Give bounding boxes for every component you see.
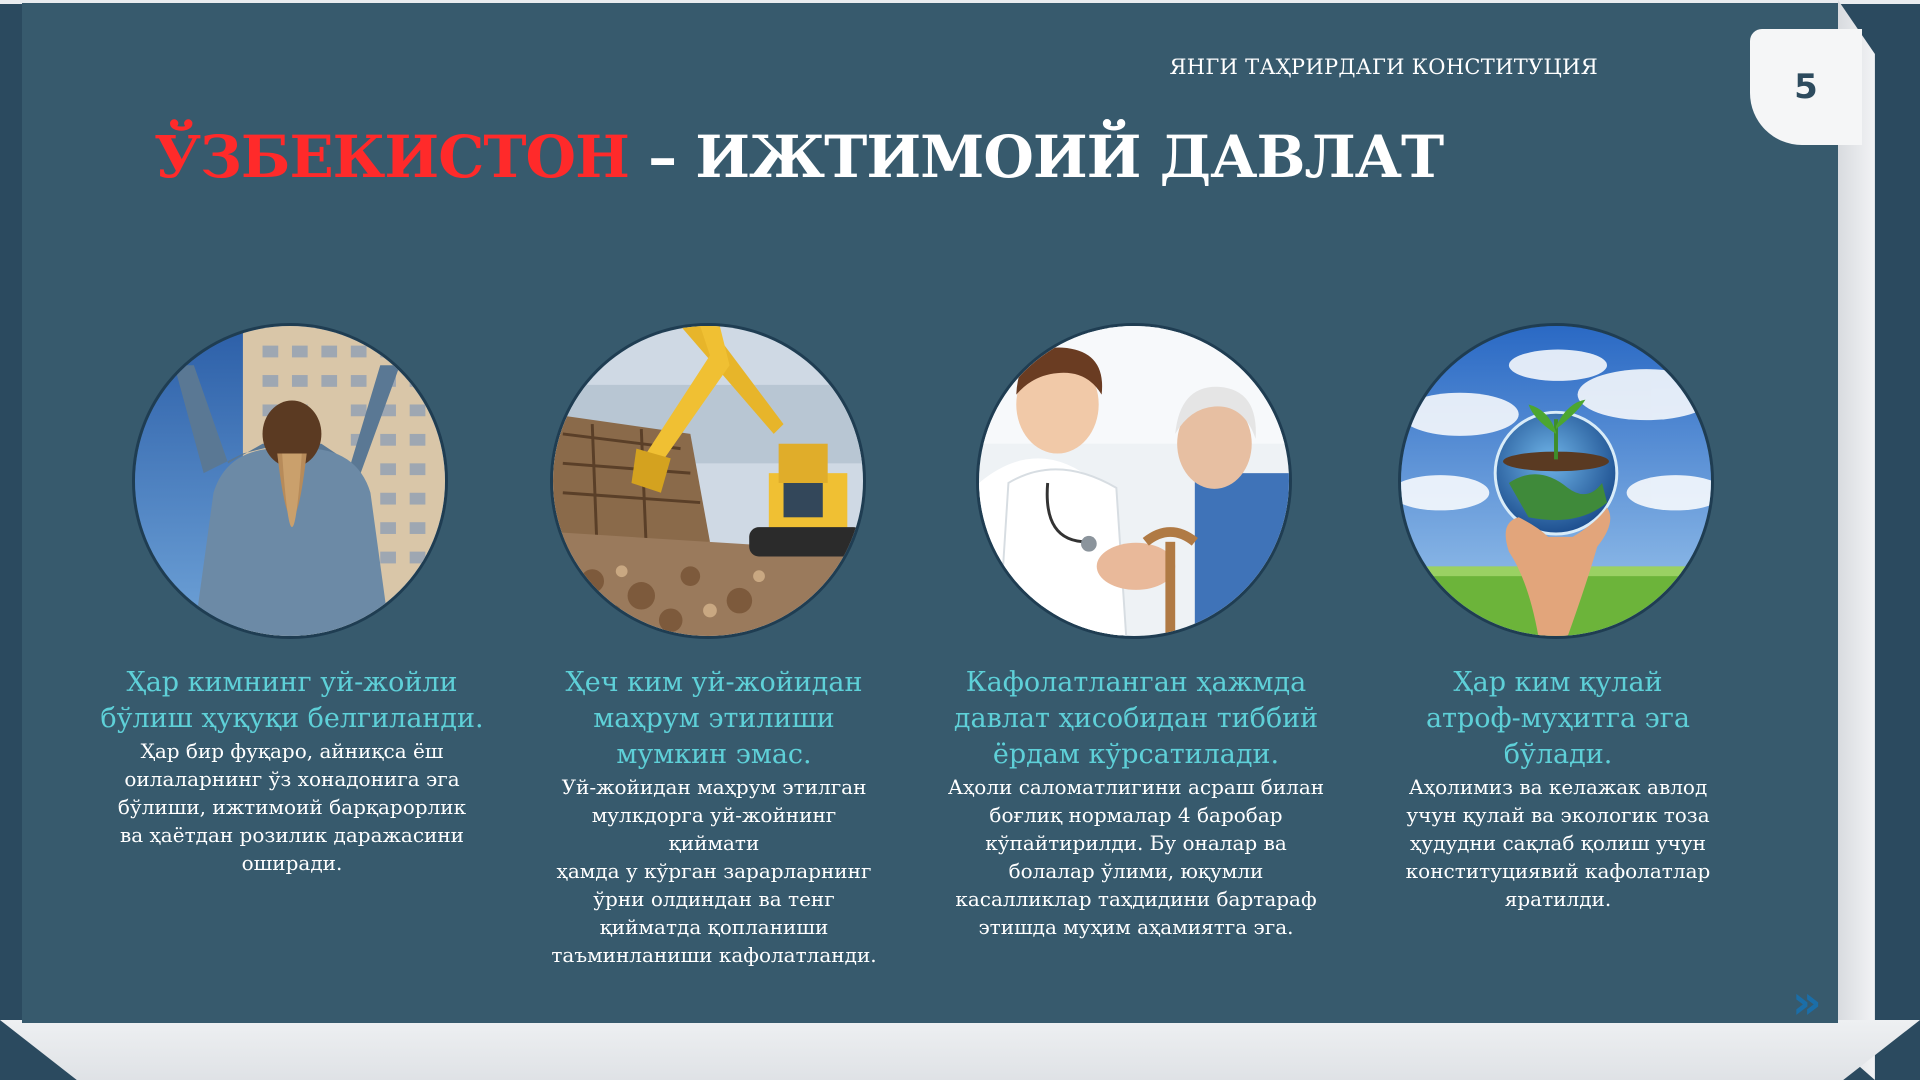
environment-body: Аҳолимиз ва келажак авлод учун қулай ва экологик тоза ҳудудни сақлаб қолиш учун конституциявий кафолатлар яратилди.: [1405, 775, 1711, 911]
housing-right-column: [82, 665, 502, 877]
slide: [22, 3, 1838, 1029]
header-label: ЯНГИ ТАҲРИРДАГИ КОНСТИТУЦИЯ: [1169, 55, 1598, 79]
housing-protection-body: Уй-жойидан маҳрум этилган мулкдорга уй-жойнинг қиймати ҳамда у кўрган зарарларнинг ўрни олдиндан ва тенг қийматда қопланиши таъминланиши кафолатланди.: [551, 775, 877, 967]
environment-column: [1348, 665, 1768, 913]
medical-care-heading: Кафолатланган ҳажмда давлат ҳисобидан тиббий ёрдам кўрсатилади.: [953, 667, 1319, 770]
environment-heading: Ҳар ким қулай атроф-муҳитга эга бўлади.: [1425, 667, 1691, 770]
housing-protection-heading: Ҳеч ким уй-жойидан маҳрум этилиши мумкин эмас.: [565, 667, 863, 770]
page-curl-right: [1838, 0, 1920, 1080]
title-rest: – ИЖТИМОИЙ ДАВЛАТ: [628, 123, 1444, 191]
page-number: 5: [1794, 67, 1818, 107]
housing-right-heading: Ҳар кимнинг уй-жойли бўлиш ҳуқуқи белгиланди.: [100, 667, 484, 734]
title-highlight: ЎЗБЕКИСТОН: [154, 123, 629, 191]
slide-title: [154, 123, 1443, 191]
demolition-image: [550, 323, 866, 639]
page-curl-bottom: [0, 1020, 1920, 1080]
environment-image: [1398, 323, 1714, 639]
housing-protection-column: [504, 665, 924, 969]
medical-care-body: Аҳоли саломатлигини асраш билан боғлиқ нормалар 4 баробар кўпайтирилди. Бу оналар ва болалар ўлими, юқумли касалликлар таҳдидини бартараф этишда муҳим аҳамиятга эга.: [947, 775, 1325, 939]
housing-right-image: [132, 323, 448, 639]
housing-right-body: Ҳар бир фуқаро, айниқса ёш оилаларнинг ўз хонадонига эга бўлиши, ижтимоий барқарорлик ва ҳаётдан розилик даражасини оширади.: [117, 739, 467, 875]
double-chevron-right-icon[interactable]: »: [1792, 975, 1808, 1029]
page-number-tab: [1750, 29, 1862, 145]
medical-care-column: [926, 665, 1346, 941]
medical-care-image: [976, 323, 1292, 639]
